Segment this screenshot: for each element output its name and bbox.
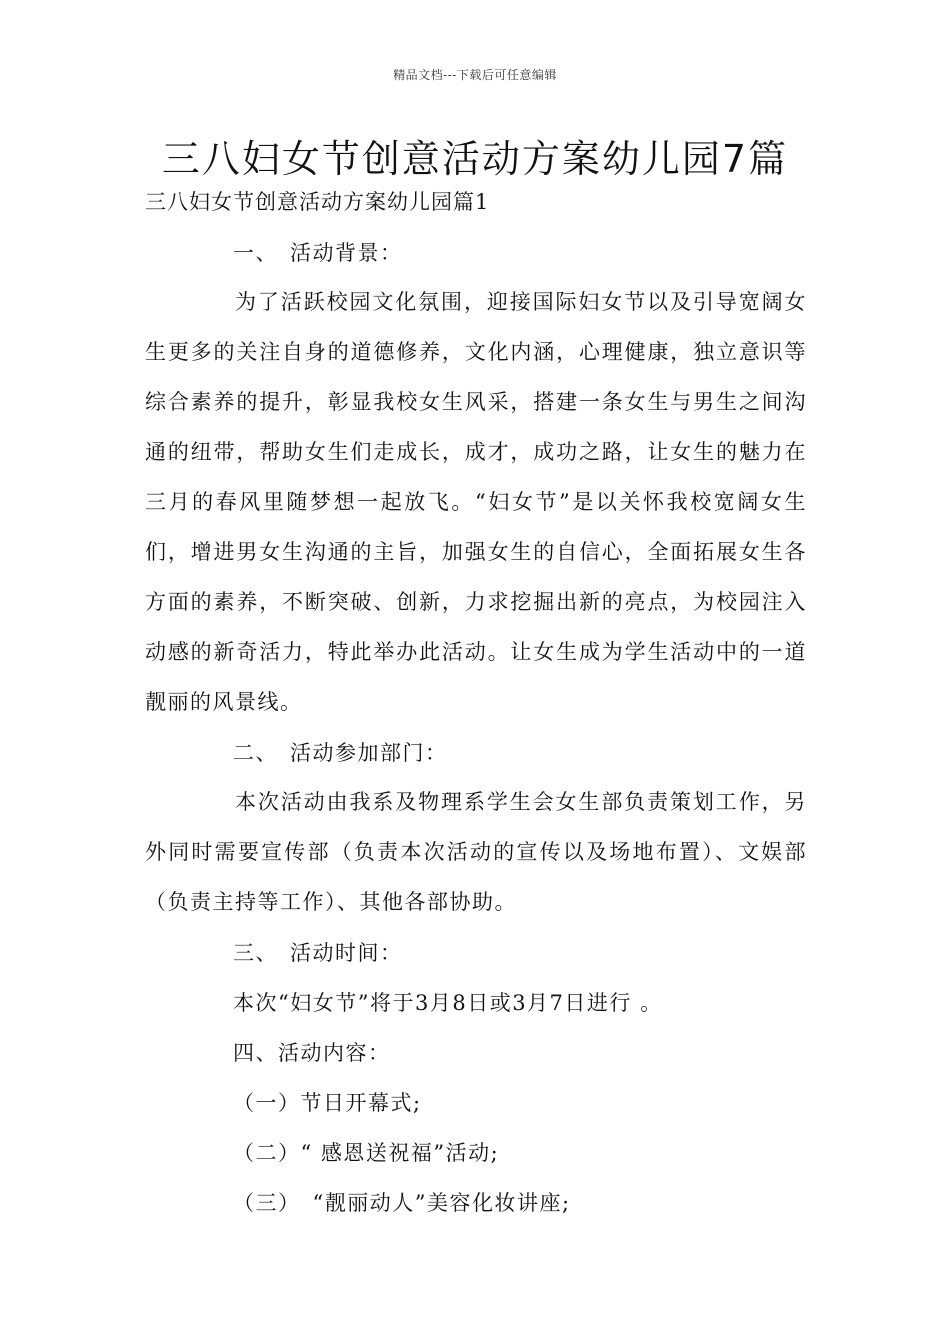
heading-background: 一、 活动背景： [233,241,403,265]
paragraph-departments: 本次活动由我系及物理系学生会女生部负责策划工作，另外同时需要宣传部（负责本次活动的宣传以及场地布置）、文娱部（负责主持等工作）、其他各部协助。 [145,790,807,914]
paragraph-background: 为了活跃校园文化氛围，迎接国际妇女节以及引导宽阔女生更多的关注自身的道德修养，文化内涵，心理健康，独立意识等综合素养的提升，彰显我校女生风采，搭建一条女生与男生之间沟通的纽带，帮助女生们走成长，成才，成功之路，让女生的魅力在三月的春风里随梦想一起放飞。“妇女节”是以关怀我校宽阔女生们，增进男女生沟通的主旨，加强女生的自信心，全面拓展女生各方面的素养，不断突破、创新，力求挖掘出新的亮点，为校园注入动感的新奇活力，特此举办此活动。让女生成为学生活动中的一道靓丽的风景线。 [145,290,807,714]
content-item: （二）“ 感恩送祝福”活动; [233,1141,500,1165]
section-subtitle: 三八妇女节创意活动方案幼儿园篇1 [145,190,490,214]
content-item: （三） “靓丽动人”美容化妆讲座; [233,1191,571,1215]
header-note: 精品文档---下载后可任意编辑 [393,68,557,82]
heading-content: 四、活动内容： [233,1041,391,1065]
paragraph-time: 本次“妇女节”将于3月8日或3月7日进行 。 [233,991,663,1015]
document-title: 三八妇女节创意活动方案幼儿园7篇 [161,137,789,181]
heading-time: 三、 活动时间： [233,941,403,965]
heading-departments: 二、 活动参加部门： [233,741,448,765]
content-item: （一）节日开幕式; [233,1091,422,1115]
